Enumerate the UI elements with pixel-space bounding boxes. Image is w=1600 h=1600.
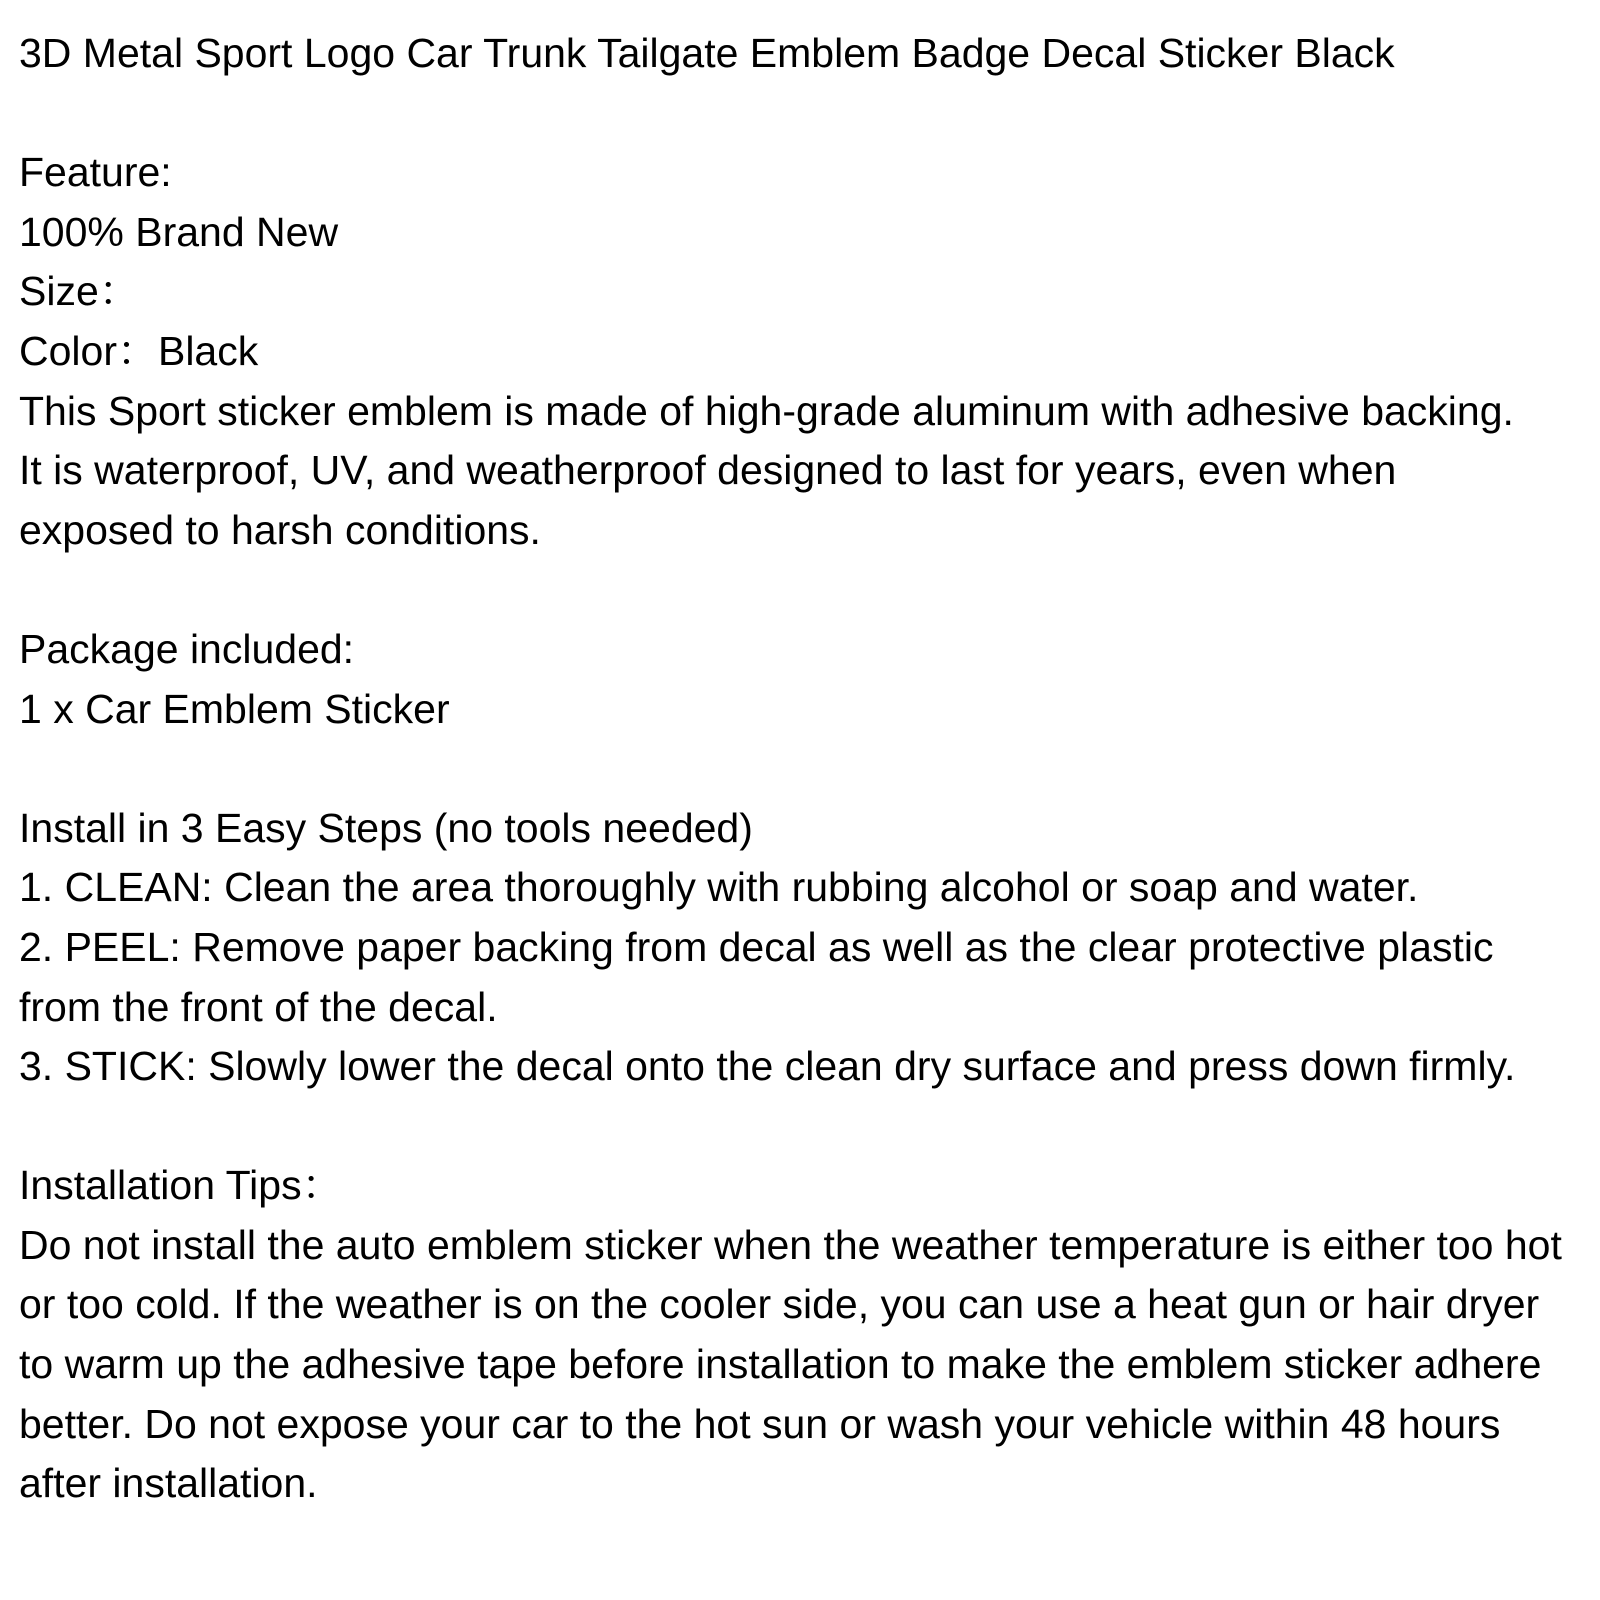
install-heading: Install in 3 Easy Steps (no tools needed) — [19, 804, 753, 851]
tips-heading: Installation Tips： — [19, 1162, 343, 1209]
feature-description: This Sport sticker emblem is made of high-grade aluminum with adhesive backing. It is waterproof, UV, and weatherproof designed to last for years, even when exposed to harsh conditions. — [19, 387, 1514, 553]
install-step-stick: 3. STICK: Slowly lower the decal onto the clean dry surface and press down firmly. — [19, 1043, 1516, 1090]
product-description — [19, 24, 1589, 1514]
install-step-clean: 1. CLEAN: Clean the area thoroughly with rubbing alcohol or soap and water. — [19, 864, 1419, 911]
install-step-peel: 2. PEEL: Remove paper backing from decal as well as the clear protective plastic from the front of the decal. — [19, 923, 1494, 1030]
spacer — [19, 84, 1589, 144]
package-item: 1 x Car Emblem Sticker — [19, 685, 450, 732]
feature-brand: 100% Brand New — [19, 208, 339, 255]
feature-size: Size： — [19, 268, 140, 315]
spacer — [19, 1097, 1589, 1157]
package-heading: Package included: — [19, 625, 355, 672]
product-title: 3D Metal Sport Logo Car Trunk Tailgate Emblem Badge Decal Sticker Black — [19, 30, 1395, 76]
feature-color: Color：Black — [19, 327, 259, 374]
spacer — [19, 739, 1589, 799]
tips-text: Do not install the auto emblem sticker when the weather temperature is either too hot or too cold. If the weather is on the cooler side, you can use a heat gun or hair dryer to warm up the adhesive tape before installation to make the emblem sticker adhere better. Do not expose your car to the hot sun or wash your vehicle within 48 hours after installation. — [19, 1221, 1562, 1507]
feature-heading: Feature: — [19, 149, 172, 196]
spacer — [19, 560, 1589, 620]
